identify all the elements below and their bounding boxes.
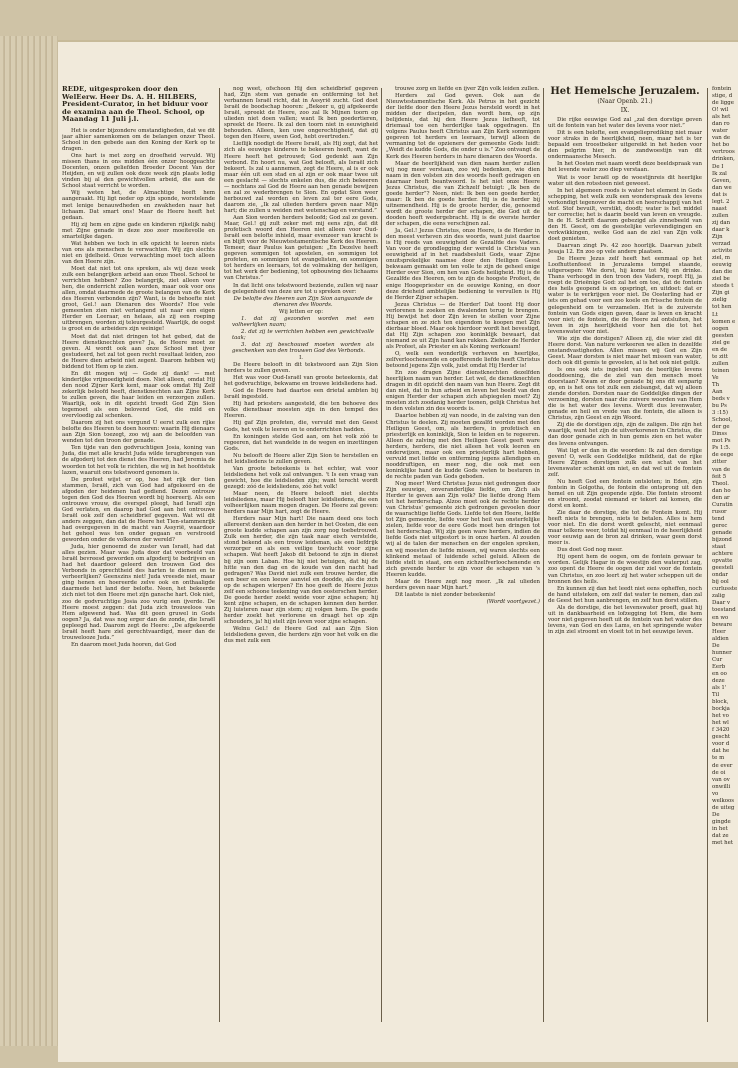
article-body-continued [386,86,540,605]
paragraph: Nu heeft God een fontein ontsloten; in Eden, zijn fontein in Golgotha, de fontein die ontsprong uit den hemel en uit Zijn geopende zijde. Die fontein stroomt en stroomt, zoodat niemand er tekort zal komen, die dorst en komt. [548,478,702,509]
paragraph: gingde [712,818,731,825]
paragraph: opvatte [712,558,733,565]
paragraph: Herders zal God geven. Ook aan de Nieuwtestamentische Kerk. Als Petrus in het gezicht der liefde door den Heere Jezus hersteld wordt in het midden der discipelen, dan wordt hem, op zijn belijdenis, dat hij den Heere Jezus liefheeft, tot driemaal toe een herderlijke taak opgedragen. En volgens Paulus heeft Christus aan Zijn Kerk sommigen gegeven tot herders en leeraars, terwijl alleen de vermaning tot de opzieners der gemeente Gods luidt: „Weidt de kudde Gods, die onder u is.” Zoo ontvangt de Kerk des Heeren herders in hare dienaren des Woords. [386,93,540,160]
paragraph: Moet dat dat niet dringen tot het gebed, dat de Heere dienstknechten geve? Ja, de Heere moet ze geven. Al wordt ook aan onze School met ijver gestudeerd, het zal tot geen recht resultaat leiden, zoo de Heere dien arbeid niet zegent. Daarom hebben wij biddend tot Hem op te zien. [62,333,215,370]
paragraph: Hij zij hem en zijne gade en kinderen rijkelijk nabij met Zijne genade in deze zoo zeer moeitevolle en smartelijke dagen. [62,221,215,240]
paragraph: Dit laatste is niet zonder beteekenis! [395,591,496,598]
paragraph: zullen [712,212,729,219]
paragraph: Wie zijn die dorstigen? Alleen zij, die wier ziel dit Heere dorst. Van nature verkeeren we allen in dezelfde onstandvastigheden. Allen missen wij God en Zijn Geest. Maar dorsten is niet maar het missen van water, doch ook dit gemis te gevoelen, al is het ook niet gelijk. [548,335,702,366]
article-subtitle: (Naar Openb. 21.) [597,98,653,105]
paragraph: Aan [712,389,723,396]
paragraph: teinen [712,367,730,374]
paragraph: Herders naar Mijn hart! Die naam deed ons toch allereerst denken aan den herder in het Oosten, die een groote kudde schapen aan zijn zorg nog toebetrouwd. Zulk een herder, die zijn taak naar eisch verstelde, stond bekend als een trouw leidsman, als een liefdrijk verzorger en als een veilige toevlucht voor zijne schapen. Wat heeft Jakob dit betoond te zijn in dienst bij zijn oom Laban. Hoe hij niet betuigen, dat hij de hitte van den dag en de koude van den nacht had gedragen? Was David niet zulk een trouwe herder, die een beer en een leeuw aanviel en doodde, als die zich op de schapen wierpen? En hoe geeft de Heere Jezus zelf een schoone teekening van den oosterschen herder. De goede herder zoekt weide voor zijne schapen; hij kent zijne schapen, en de schapen kennen den herder. Zij luisteren naar zijn stem; zij volgen hem. De goede herder zoekt het verlorene en draagt het op zijn schouders, ja! hij stelt zijn leven voor zijne schapen. [224,516,378,625]
paragraph: De [712,811,720,818]
article-body [548,117,702,635]
paragraph: Zijn [712,233,723,240]
paragraph: ondar [712,572,728,579]
paragraph: bu Ps [712,403,727,410]
paragraph: En zoo dragen Zijne dienstknechten dezelfden heerlijken naam van herder. Let wel, de dienstknechten dragen in dit opzicht den naam van hun Heere. Zegt dit dan niet, dat in hun arbeid en leven het beeld van den enigen Herder der schapen zich afspiegelen moet? Zij moeten zich zoodanig herder toonen, gelijk Christus het in den volsten zin des woords is. [386,370,540,413]
paragraph: 1. dat zij gezonden worden met een volheerlijken naam; [232,315,374,328]
paragraph: Geven, [712,177,731,184]
paragraph: Eerb [712,663,726,670]
paragraph: aldien [712,635,729,642]
paragraph: Wij letten er op: [278,308,324,315]
column-rule [707,88,708,1022]
paragraph: Hij gaf Zijn profeten, die, vervuld met den Geest Gods, het volk te leeren en te onderrichten hadden. [224,420,378,433]
paragraph: gescht [712,734,731,741]
paragraph: Welnu Gel.! de Heere God zal aan Zijn Sion leidsliedens geven, die herders zijn voor het volk en die dus met zulk een [224,626,378,645]
paragraph: van ov [712,776,730,783]
paragraph: 3 :15) [712,410,728,417]
paragraph: de eege [712,452,734,459]
paragraph: block, [712,699,729,706]
paragraph: Til [712,692,720,699]
paragraph: te zitt [712,353,728,360]
paragraph: En dit mogen wij — Gode zij dank! — met kinderlijke vrijmoedigheid doen. Niet alleen, omdat Hij den nood Zijner Kerk kent, maar ook omdat Hij Zelf zekerlijk beloofd heeft, dienstknechten aan Zijne Kerk te zullen geven, die haar leiden en verzorgen zullen. Waarlijk, ook in dit opzicht treedt God Zijn Sion tegemoet als een belovend God, die mild en overvloedig zal schenken. [62,370,215,420]
column-3 [386,86,540,1026]
paragraph: Theol. [712,480,729,487]
paragraph: als 1' [712,684,727,691]
paragraph: In dat licht ons tekstwoord beziende, zullen wij naar de gelegenheid van deze ure tot u spreken over: [224,282,378,295]
paragraph: in het [712,825,728,832]
paragraph: trouwe zorg en liefde en ijver Zijn volk leiden zullen. [395,86,540,92]
paragraph: eeuwig [712,262,732,269]
paragraph: met het [712,840,734,847]
paragraph: Maar de heerlijkheid van dien naam herder zullen wij nog meer verstaan, zoo wij bedenken, wie dien naam in den volsten zin des woords heeft gedragen en daarnaar heeft beantwoord. Is het niet onze Heere Jezus Christus, die van Zichzelf betuigt: „Ik ben de goede herder”? Neen, niet: Ik ben een goede herder, maar: Ik ben de goede herder. Hij is de herder bij uitnemendheid. Hij is de groote herder, die, genoemd wordt de groote herder der schapen, die God uit de dooden heeft wedergebracht. Hij is de overste herder der schapen, die eens verschijnen zal. [386,160,540,228]
column-rule [543,88,544,1022]
paragraph: dan we [712,184,732,191]
paragraph: Curatin [712,501,733,508]
paragraph: Wat is voor Israël op de woestijnreis dit heerlijke water uit den rotssteen niet geweest. [548,174,702,187]
paragraph: God de Heere had daartoe een drietal ambten bij Israël ingesteld. [224,388,378,401]
paragraph: stige, d [712,93,733,100]
paragraph: zielig [712,297,727,304]
paragraph: De [712,642,720,649]
paragraph: Jezus Christus — de Herder! Dat toont Hij door verlorenen te zoeken en dwalenden terug te brengen. Hij bewijst het door Zijn leven te stellen voor Zijne schapen en ze zich ten eigendom te koopen met Zijn dierbaar bloed. Maar ook hierdoor wordt het bevestigd, dat Hij Zijn schapen zoo koninklijk bewaart, dat niemand ze uit Zijn hand kan rukken. Ziehier de Herder als Profeet, als Priester en als Koning werkzaam! [386,301,540,350]
paragraph: De Heere Jezus zelf heeft het eenmaal op het Loofhuttenfeest in Jeruzalems tempel staande, uitgeroepen: Wie dorst, hij kome tot Mij en drinke. Thans verhoogd in den troon des Vaders, roept Hij, ja roept de Drieënige God: zal het om toe, dat de fontein des heils geopend is en opspringt, en uitdoet: dat er water is te verkrijgen voor niet. De Oosterling had er iets om gehad voor een zoo koele en frissche fontein de gelegenheid om te verzamelen. Het is de zuiverste fontein van Gods eigen gaven, daar is leven en kracht voor niet; de fontein, die de Heere zal ontsluiten, het leven in zijn heerlijkheid voor hen die tot het levenswater voor niet. [548,256,702,335]
paragraph: Het is onder bijzondere omstandigheden, dat we dit jaar alhier samenkomen om de belangen onzer Theol. School in den gebede aan den Koning der Kerk op te dragen. [62,127,215,153]
paragraph: water [712,128,728,135]
paragraph: zullen [712,360,729,367]
paragraph: achtere [712,551,733,558]
paragraph: En kunnen zij dan het leedt niet eens opheffen, noch de hand uitsteken, om zelf dat water te nemen, dan zal de Geest het hun aanbrengen, en zelf hun dorst stillen. [548,585,702,604]
paragraph: steeds t [712,283,734,290]
paragraph: Lt [712,311,718,318]
paragraph: dat he [712,748,730,755]
paragraph: beware [712,621,733,628]
paragraph: naast [712,205,727,212]
paragraph: nog weet, ofschoon Hij den scheidbrief gegeven had, Zijn stem van genade en ontferming tot het verbannen Israël richt, dat in Assyrië zucht. God doet Israël de boodschap hooren: „Bekeer u, gij afgekeerde Israël, spreekt de Heere, zoo zal Ik Mijnen toorn op ulieden niet doen vallen; want Ik ben goedertieren, spreekt de Heere. Ik zal den toorn niet in eeuwigheid behouden. Alleen, ken uwe ongerechtigheid, dat gij tegen den Heere, uwen God, hebt overtreden.” [224,86,378,141]
paragraph: Dus doet God nog meer. [557,547,623,554]
paragraph: (Wordt voortgezet.) [486,598,540,605]
paragraph: gerec [712,522,728,529]
paragraph: mot Ps [712,438,731,445]
paragraph: verzad [712,241,731,248]
paragraph: Wat ligt er dan in die woorden: Ik zal den dorstige geven! O, welk een Goddelijke mildheid, dat de rijke Heere Zijnen dorstigen zulk een schat van het levenswater schenkt om niet, en dat wel uit de fontein zelf. [548,447,702,478]
paragraph: hunner [712,649,732,656]
paragraph: activite [712,248,733,255]
paragraph: onwilli [712,783,731,790]
article-headline: REDE, uitgesproken door den WelEerw. Heer Ds. A. H. HILBERS, President-Curator, in het biduur voor de examina aan de Theol. School, op Maandag 11 Juli j.l. [62,86,209,124]
paragraph: voor d [712,741,730,748]
newspaper-page [58,40,738,1062]
paragraph: curlusste [712,586,738,593]
paragraph: Dinss [712,431,728,438]
paragraph: komen e [712,318,736,325]
paragraph: en de [712,346,728,353]
paragraph: drinken, [712,156,735,163]
paragraph: ziel be [712,276,730,283]
paragraph: Juda, hier genoemd de zuster van Israël, had dat alles gezien. Maar was Juda door dat voorbeeld van Israël bevreesd geworden om afgoderij te bedrijven en had het daardoor geleerd den trouwen God des Verbonds in oprechtheid des harten te dienen en te verheerlijken? Geenszins niet! Juda vreesde niet, maar ging henen en hoereerde zelve ook en onthaaligde daarmede het land der belofte. Neen, het bekeerde zich niet tot den Heere met zijn gansche hart. Ook niet, zoo de godvruchtige Josia zoo vurig een ijverde. De Heere moest zeggen: dat Juda zich trouweloos van Hem afgewend had. Was dit geen gruwel in Gods oogen? Ja, dat was nog erger dan de zonde, die Israël gepleegd had. Daarom zegt de Heere: „De afgekeerde Israël heeft hare ziel gerechtvaardigd, meer dan de trouwelooze Juda.” [62,544,215,641]
paragraph: het wl [712,720,729,727]
paragraph: De belofte des Heeren aan Zijn Sion aangaande de dienaren des Woords. [233,295,373,308]
paragraph: Zie daar de dorstige, die tot de Fontein komt. Hij heeft niets te brengen, niets te betalen. Alles is hem voor niet. En die dorst wordt gelescht, niet eenmaal maar telkens weer, totdat hij eenmaal in de heerlijkheid voor eeuwig aan de bron zal drinken, waar geen dorst meer is. [548,510,702,547]
article-body [62,128,215,648]
paragraph: In het Oosten met naam wordt deze beeldspraak van het levende water zoo diep verstaan. [548,161,702,174]
paragraph: In het algemeen roods is water het element in Gods schepping, het welk zulk een wonderspraak des levens verkondigt tegenover de macht en heerschappij van het stof. Stof bevuilt, verstikt, doodt; water is het middel ter correctie; het is daarin beeld van leven en vreugde. In de H. Schrift daarom gebezigd als zinnebeeld van den H. Geest, om de geestelijke verlevendigingen en verkwikkingen, welke God aan de ziel van Zijn volk doet genieten. [548,187,702,242]
paragraph: bockja [712,706,730,713]
paragraph: daar k [712,226,730,233]
column-2 [224,86,378,1026]
paragraph: staat [712,544,726,551]
paragraph: den ar [712,494,730,501]
column-1 [62,86,215,1026]
paragraph: der ge [712,424,730,431]
paragraph: Moet dat niet tot ons spreken, als wij deze week zulk een belangrijken arbeid aan onze Theol. School te verrichten hebben? Zoo belangrijk, ziet alleen voor hen, die onderricht zullen worden, maar ook voor ons allen, omdat daarmede de groote belangen van de Kerk des Heeren verbonden zijn? Want, is de behoefte niet groot, Gel.! aan Dienaren des Woords? Hoe vele gemeenten zien niet verlangend uit naar een eigen Herder en Leeraar, en helaas, als zij een roeping uitbrengen, worden zij teleurgesteld. Waarlijk, de oogst is groot en de arbeiders zijn weinige! [62,266,215,333]
paragraph: te m [712,755,725,762]
paragraph: geesten [712,332,734,339]
paragraph: de oi [712,769,726,776]
paragraph: Lieflijk noodigt de Heere Israël, als Hij zegt, dat het zich als eeuwige kinderen te bekeeren heeft, want de Heere heeft het getrouwd; God gedenkt aan Zijn verbond. En hoort nu, wat God belooft, als Israël zich bekeert. Is zal u aannemen, zegt de Heere, al is er ook maar één uit een stad en al zijn er ook maar twee uit een geslacht — slechts enkelen dus, die zich bekeeren — nochtans zal God de Heere aan hen genade bewijzen en zal ze wederbrengen te Sion. En opdat Sion weer herbouwd zal worden en leven zal ter eere Gods, daarom zie, „Ik zal ulieden herders geven naar Mijn hart; die zullen u weiden met wetenschap en verstand.” [224,141,378,214]
paragraph: rusor [712,508,727,515]
paragraph: legt. 2 [712,198,730,205]
paragraph: Daartoe hebben zij van noode, in de zalving van den Christus te deelen. Zij moeten gezalfd worden met den Heiligen Geest, om, als herders, in profetisch en priesterlijk en koninklijk, Sion te leiden en te regeeren. Alleen de zalving met den Heiligen Geest geeft ware herders, herders, die niet alleen het volk leeren en onderwijzen, maar ook een priesterlijk hart hebben, vervuld met liefde en ontferming jegens allendigen en nooddruftigen, en meer nog, die ook met een koninklijke hand de kudde Gods weten te besturen in de rechte paden van Gods geboden. [386,413,540,480]
paragraph: f 3420 [712,727,730,734]
paragraph: oogen [712,325,729,332]
paragraph: 2. dat zij te verrichten hebben een gewichtvolle taak; [232,328,374,341]
paragraph: de ligge [712,100,734,107]
paragraph: Van groote beteekenis is het echter, wat voor leidsliedens het volk zal ontvangen. 't Is een vraag van gewicht, hoe die leidslieden zijn; want terecht wordt gezegd: zóó de leidsliedens, zóó het volk! [224,465,378,490]
paragraph: Ik zal [712,170,727,177]
column-4 [548,86,702,1026]
paragraph: het vo [712,713,729,720]
paragraph: Maar de Heere zegt nog meer. „Ik zal ulieden herders geven naar Mijn hart.” [386,578,540,591]
paragraph: O! wil [712,107,729,114]
paragraph: fontein [712,86,732,92]
paragraph: Hij had priesters aangesteld, die ten behoeve des volks dienstbaar moesten zijn in den tempel des Heeren. [224,401,378,420]
paragraph: vo [712,790,719,797]
paragraph: geesteli [712,565,734,572]
paragraph: Zijn gi [712,290,730,297]
paragraph: 3. dat zij beschouwd moeten worden als geschenken van den trouwen God des Verbonds. [232,341,374,354]
column-rule [381,88,382,1022]
paragraph: Daarom zij het ons vergund U eerst zulk een rijke belofte des Heeren te doen hooren: waarin Hij dienaars aan Zijn Sion toezegt, zoo wij aan de beloofden van wenden tot den troon der genade. [62,420,215,445]
cut-off-column [712,86,738,846]
paragraph: deze [712,677,725,684]
paragraph: I. [299,355,303,362]
paragraph: en wo [712,614,729,621]
article-body-continued [224,86,378,644]
paragraph: het bo [712,142,730,149]
paragraph: dat ze [712,832,729,839]
paragraph: Aan Sion worden herders beloofd; God zal ze geven. Maar, Gel.! gij zult zeker met mij eens zijn, dat dit profetisch woord den Heeren niet alleen voor Oud-Israël een belofte inhield, maar evenzeer van kracht is en blijft voor de Nieuwtestamentische Kerk des Heeren. Temeer, daar Paulus kan getuigen: „En Dezelve heeft gegeven sommigen tot apostelen, en sommigen tot profeten, en sommigen tot evangelisten, en sommigen tot herders en leeraars, tot de volmaking der heiligen, tot het werk der bediening, tot opbouwing des lichaams van Christus.” [224,214,378,282]
paragraph: dan die [712,269,733,276]
paragraph: bijzond [712,537,732,543]
paragraph: Dit is een belofte, een evangelieprediking niet maar voor straks in de heerlijkheid, neen, maar het is ter bepaald een troostbeker uitgereikt in het heden voor den pelgrim hier, in de zandwoestijn van dit ondermaansche Mesech. [548,130,702,161]
paragraph: tot hen [712,304,732,311]
paragraph: Nog meer! Werd Christus Jezus niet gedrongen door Zijn eeuwige, onveranderlijke liefde, om Zich als Herder te geven aan Zijn volk? Die liefde drong Hem tot het herderschap. Alzoo moet ook de rechte herder van Christus' gemeente zich gedrongen gevoelen door de waarachtige liefde Gods. Liefde tot den Heere, liefde tot Zijn gemeente, liefde voor het heil van onsterfelijke zielen, liefde voor de eere Gods moet hen dringen tot het herderschap. Wij zijn geen ware herders, indien de liefde Gods niet uitgestort is in onze harten. Al zouden wij al de talen der menschen en der engelen spreken, en wij moesten de liefde missen, wij waren slechts een klinkend metaal of luidende schel geluid. Alleen de liefde stelt in staat, om een zichzelfverloochenende en zich gevende herder te zijn voor de schapen van 's Heeren kudde. [386,481,540,578]
paragraph: En daarom moet Juda hooren, dat God [71,641,177,648]
article-title: Het Hemelsche Jeruzalem. [550,86,700,97]
paragraph: Wij weten het, de Almachtige heeft hem aangeraakt. Hij ligt neder op zijn sponde, worstelende met lenige benauwdheden en zwakheden naar het lichaam. Dat smart ons! Maar de Heere heeft het gedaan. [62,190,215,221]
paragraph: en oo [712,670,727,677]
paragraph: Cur [712,656,723,663]
paragraph: Wat hebben we toch in elk opzicht te leeren niets van ons als menschen te verwachten. Wij zijn slechts niet en ijdelheid. Onze verwachting moet toch alleen van den Heere zijn. [62,240,215,265]
paragraph: O, welk een wonderlijk verheven en heerlijke, zelfverloochenende en opofferende liefde heeft Christus betoond jegens Zijn volk, juist omdat Hij Herder is! [386,351,540,370]
paragraph: ziel, m [712,255,731,262]
column-5-fragment [712,86,738,1026]
page-stack-edge [0,36,58,1046]
paragraph: Is ons ook iets ingeleid van de heerlijke levens dooddoening, die de ziel van den mensch moet doorstaan? Kwam er door genade bij ons dit eenparig op, en is het ons tot zulk een zielsangst, dat wij alleen ziende dorsten. Dorsten naar de Goddelijke dingen der verzoening, dorsten naar die zuivere woorden van Hem die is het water des levens. Wordt dus levenwater, genade en heil en vrede van die fontein, die alleen is Christus, zijn Geest en zijn Woord. [548,366,702,422]
paragraph: Die rijke eeuwige God zal „zal den dorstige geven uit de fontein van het water des levens voor niet.” [548,117,702,130]
paragraph: Ve [712,374,719,381]
paragraph: Als de dorstige, die het levenswater proeft, gaat hij uit in dankbaarheid en lofzegging tot Hem, die hem voor niet gegeven heeft uit de fontein van het water des levens, van God en des Lams, en het springende water in zijn ziel stroomt en vloeit tot in het eeuwige leven. [548,604,702,635]
paragraph: Zij die de dorstigen zijn, zijn de zaligen. Die zijn het waarlijk, want het zijn de uitverkorenen in Christus, die dan door genade zich in hun gemis zien en het water des levens ontvangen. [548,422,702,447]
paragraph: Daar v [712,600,731,607]
paragraph: Ja, Gel.! Jezus Christus, onze Heere, is de Herder in den meest verheven zin des woords, want juist daartoe is Hij reeds van eeuwigheid de Gezalfde des Vaders. Van voor de grondlegging der wereld is Christus van eeuwigheid af in het raadsbesluit Gods, waar Zijne onuitsprekelijke naamse door den Heiligen Geest bekwaam gemaakt om ten volle te zijn de geheel enige Herder over Sion, om hen van Gods heiligheid. Hij is de Gezalfde des Heeren, om te zijn de hoogste Profeet, de enige Hoogepriester en de eeuwige Koning, en door deze drieheid ambtelijke bediening te vervullen is Hij de Herder Zijner schapen. [386,228,540,301]
paragraph: En koningen stelde God aan, om het volk zóó te regeeren, dat het wandelde in de wegen en inzettingen Gods. [224,433,378,452]
paragraph: zij dan [712,219,731,226]
paragraph: School, [712,417,733,424]
paragraph: Maar neen, de Heere belooft niet slechts leidsliedens, maar Hij belooft hier leidsliedens, die een volheerlijken naam mogen dragen. De Heere zal geven: herders naar Mijn hart, zegt de Heere. [224,491,378,516]
paragraph: De Heere belooft in dit tekstwoord aan Zijn Sion herders te zullen geven. [224,362,378,375]
paragraph: De I [712,163,724,170]
paragraph: dan ho [712,487,731,494]
paragraph: Ons hart is met zorg en droefheid vervuld. Wij missen thans in ons midden één onzer hooggeachte Docenten, onzen geliefden Broeder Docent Van der Heijden, en wij zullen ook deze week zijn plaats ledig vinden bij al den gewichtvollen arbeid, die aan de School staat verricht te worden. [62,153,215,190]
paragraph: de ever [712,762,733,769]
paragraph: bij ool [712,579,729,586]
paragraph: tend [712,515,725,522]
paragraph: als het [712,114,731,121]
paragraph: vertroos [712,149,735,156]
paragraph: zitter [712,459,727,466]
paragraph: dat is [712,191,728,198]
paragraph: Ps 1:5. [712,445,731,452]
paragraph: Nu belooft de Heere aller Zijn Sion te herstellen en het leidsliedens te zullen geven. [224,452,378,465]
column-rule [219,88,220,1022]
paragraph: welkoos [712,797,735,804]
section-number: IX. [620,107,630,115]
paragraph: Ten tijde van den godvruchtigen Josia, koning van Juda, die met alle kracht Juda wilde terugbrengen van de afgoderij tot den dienst des Heeren, had Jeremia de woorden tot het volk te richten, die wij in het hoofdstuk lazen, waaruit ons tekstwoord genomen is. [62,445,215,476]
paragraph: feit 5 [712,473,727,480]
paragraph: de uiteg [712,804,735,811]
paragraph: Daarvan zingt Ps. 42 zoo hoorlijk. Daarvan jubelt Jesaja 12. En zoo op vele andere plaatsen. [548,243,702,256]
paragraph: van de [712,135,731,142]
paragraph: Het was voor Oud-Israël van groote beteekenis, dat het godvruchtige, bekwame en trouwe leidsliedens had. [224,375,378,388]
paragraph: Th [712,381,720,388]
paragraph: van de [712,466,731,473]
paragraph: Hij opent hem de oogen, om de fontein gewaar te worden. Gelijk Hagar in de woestijn den waterput zag, zoo opent de Heere de oogen der ziel voor de fontein van Christus, en zoo leert zij het water scheppen uit de bronnen des heils. [548,554,702,585]
paragraph: Heer [712,628,726,635]
paragraph: De profeet wijst er op, hoe het rijk der tien stammen, Israël, zich van God had afgekeerd en de afgoden der heidenen had gediend. Dezen ontrouw tegen den God des Heeren wordt bij hoereerij. Als een ontrouwe vrouw, die overspel pleegt, had Israël zijn God verlaten, en daarop had God aan het ontrouwe Israël ook zelf den scheidbrief gegeven. Wat wil dit anders zeggen, dan dat de Heere het Tien-stammenrijk had overgegeven in de macht van Assyrië, waardoor het geheel was ten onder gegaan en verstrooid geworden onder de volkeren der wereld? [62,476,215,544]
paragraph: beds v [712,396,730,403]
paragraph: zalig [712,593,725,600]
paragraph: genade [712,529,732,536]
paragraph: dan ro [712,121,730,128]
paragraph: toestand [712,607,736,614]
paragraph: ziel ge [712,339,730,346]
